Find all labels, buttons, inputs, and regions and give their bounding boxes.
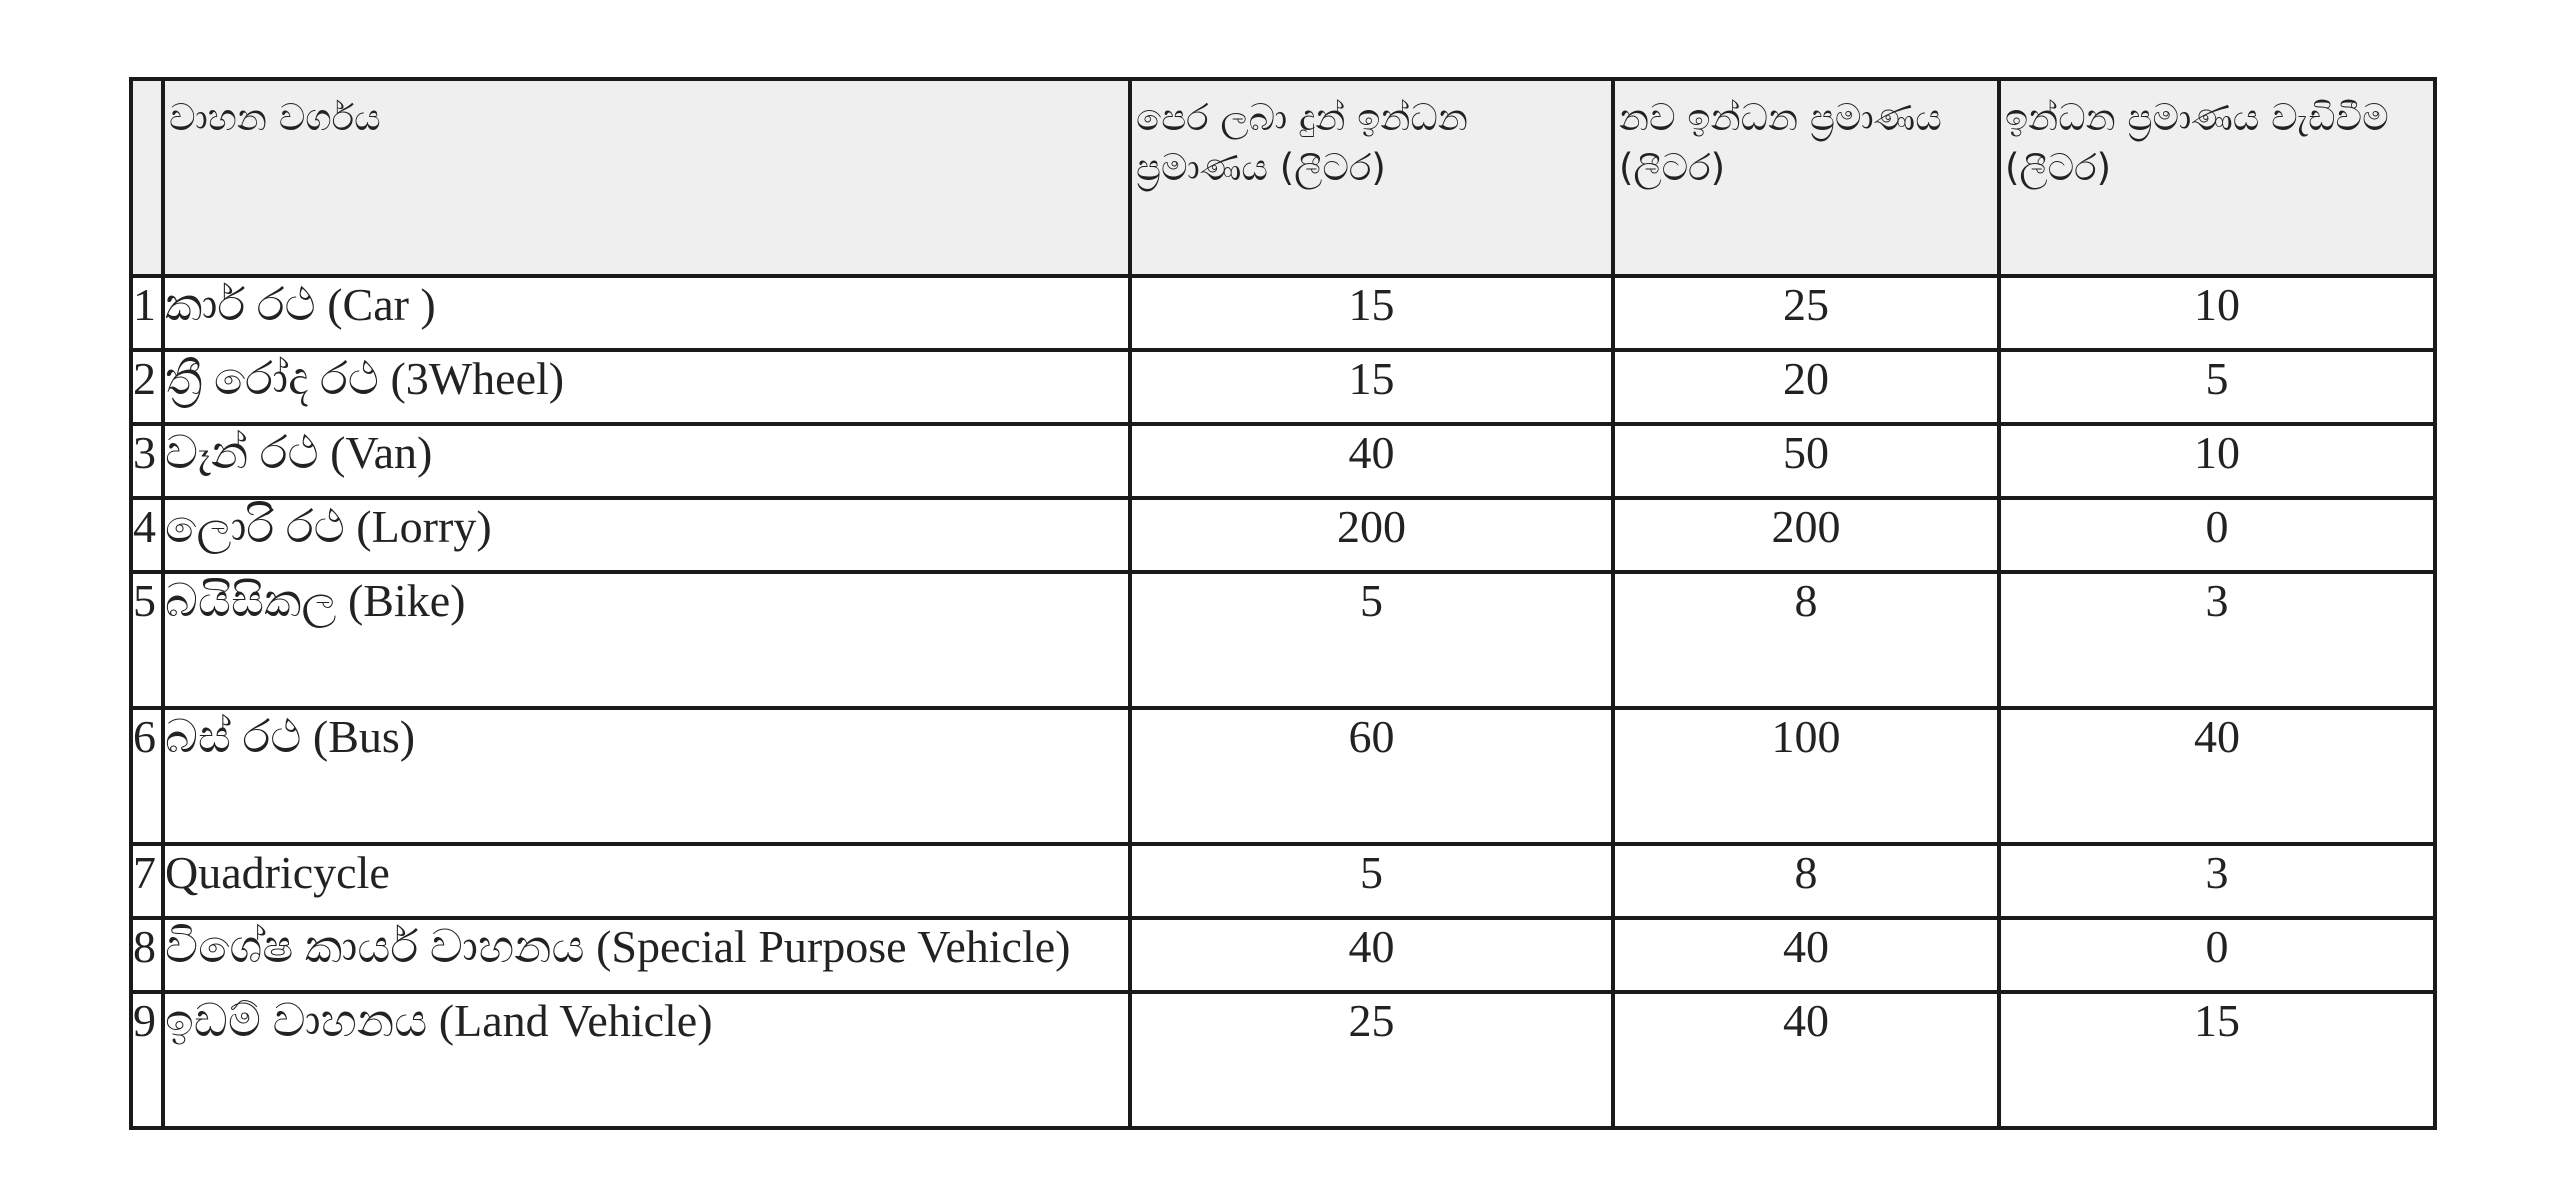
header-index (131, 79, 163, 276)
row-new: 40 (1613, 992, 1999, 1128)
row-vehicle: ත්‍රී රෝද රථ (3Wheel) (163, 350, 1130, 424)
row-vehicle: ලොරි රථ (Lorry) (163, 498, 1130, 572)
row-new: 20 (1613, 350, 1999, 424)
row-new: 8 (1613, 844, 1999, 918)
row-index: 2 (131, 350, 163, 424)
row-vehicle: Quadricycle (163, 844, 1130, 918)
row-previous: 5 (1130, 844, 1613, 918)
row-index: 3 (131, 424, 163, 498)
row-new: 100 (1613, 708, 1999, 844)
table-row (131, 844, 2435, 918)
row-previous: 60 (1130, 708, 1613, 844)
row-vehicle: විශේෂ කාර්ය වාහනය (Special Purpose Vehicle) (163, 918, 1130, 992)
row-vehicle: කාර් රථ (Car ) (163, 276, 1130, 350)
row-vehicle: බස් රථ (Bus) (163, 708, 1130, 844)
row-new: 8 (1613, 572, 1999, 708)
fuel-quota-table (129, 77, 2437, 1130)
row-new: 40 (1613, 918, 1999, 992)
row-index: 5 (131, 572, 163, 708)
row-new: 50 (1613, 424, 1999, 498)
header-vehicle-type: වාහන වර්ගය (163, 79, 1130, 276)
table-row (131, 498, 2435, 572)
table-row (131, 708, 2435, 844)
row-previous: 15 (1130, 276, 1613, 350)
table-row (131, 992, 2435, 1128)
row-increase: 40 (1999, 708, 2435, 844)
row-index: 9 (131, 992, 163, 1128)
header-previous-quota: පෙර ලබා දුන් ඉන්ධන ප්‍රමාණය (ලීටර) (1130, 79, 1613, 276)
row-increase: 3 (1999, 844, 2435, 918)
row-index: 4 (131, 498, 163, 572)
row-index: 6 (131, 708, 163, 844)
row-previous: 25 (1130, 992, 1613, 1128)
table-row (131, 572, 2435, 708)
row-previous: 5 (1130, 572, 1613, 708)
row-increase: 3 (1999, 572, 2435, 708)
table-row (131, 918, 2435, 992)
header-new-quota: නව ඉන්ධන ප්‍රමාණය (ලීටර) (1613, 79, 1999, 276)
table-row (131, 350, 2435, 424)
table-row (131, 276, 2435, 350)
table-header-row (131, 79, 2435, 276)
row-previous: 40 (1130, 424, 1613, 498)
row-vehicle: වෑන් රථ (Van) (163, 424, 1130, 498)
row-index: 1 (131, 276, 163, 350)
row-increase: 10 (1999, 424, 2435, 498)
row-previous: 15 (1130, 350, 1613, 424)
row-index: 7 (131, 844, 163, 918)
row-previous: 40 (1130, 918, 1613, 992)
fuel-quota-table-container (129, 77, 2437, 1130)
row-index: 8 (131, 918, 163, 992)
row-new: 25 (1613, 276, 1999, 350)
row-increase: 0 (1999, 918, 2435, 992)
row-increase: 5 (1999, 350, 2435, 424)
row-previous: 200 (1130, 498, 1613, 572)
row-new: 200 (1613, 498, 1999, 572)
header-increase: ඉන්ධන ප්‍රමාණය වැඩිවීම (ලීටර) (1999, 79, 2435, 276)
row-increase: 0 (1999, 498, 2435, 572)
table-row (131, 424, 2435, 498)
row-vehicle: ඉඩම් වාහනය (Land Vehicle) (163, 992, 1130, 1128)
row-vehicle: බයිසිකල (Bike) (163, 572, 1130, 708)
row-increase: 15 (1999, 992, 2435, 1128)
row-increase: 10 (1999, 276, 2435, 350)
